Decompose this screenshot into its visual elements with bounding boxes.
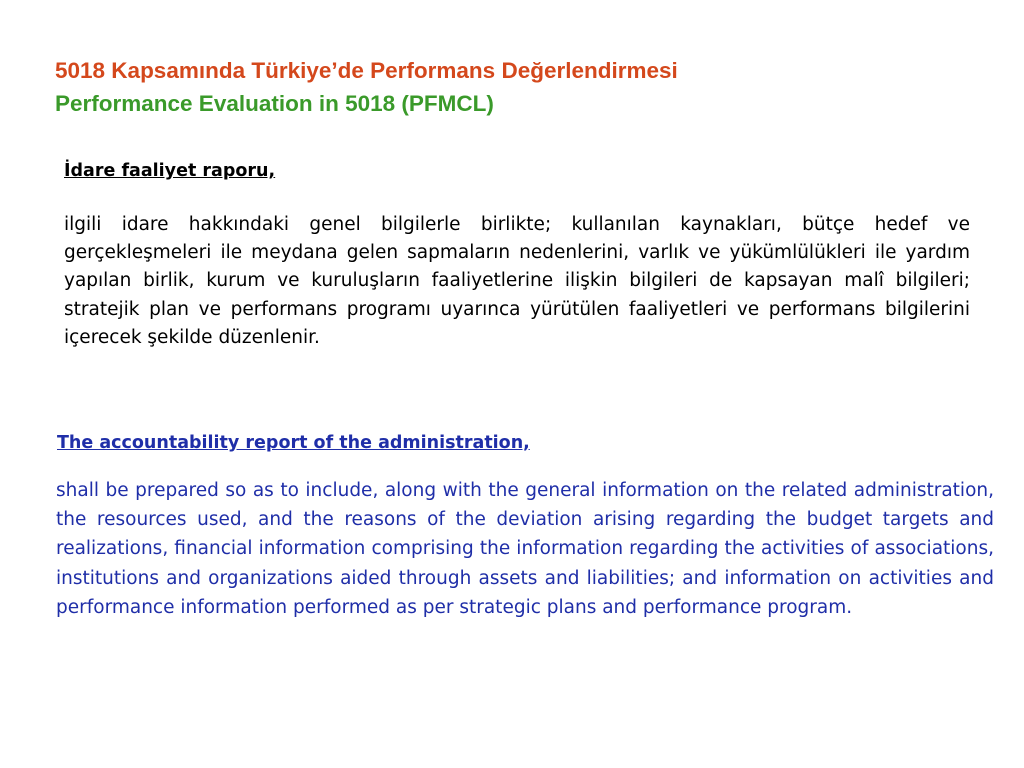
- turkish-section-heading: İdare faaliyet raporu,: [64, 161, 276, 181]
- english-section-body: shall be prepared so as to include, along with the general information on the related administration, the resources used, and the reasons of the deviation arising regarding the budget targets and realizations, financial information comprising the information regarding the activities of associations, institutions and organizations aided through assets and liabilities; and information on activities and performance information performed as per strategic plans and performance program.: [56, 480, 994, 618]
- turkish-section-body: ilgili idare hakkındaki genel bilgilerle birlikte; kullanılan kaynakları, bütçe hedef ve gerçekleşmeleri ile meydana gelen sapmaların nedenlerini, varlık ve yükümlülükleri ile yardım yapılan birlik, kurum ve kuruluşların faaliyetlerine ilişkin bilgileri de kapsayan malî bilgileri; stratejik plan ve performans programı uyarınca yürütülen faaliyetleri ve performans bilgilerini içerecek şekilde düzenlenir.: [64, 214, 970, 348]
- slide-title-english: Performance Evaluation in 5018 (PFMCL): [55, 91, 494, 116]
- slide-title-turkish: 5018 Kapsamında Türkiye’de Performans Değerlendirmesi: [55, 58, 678, 83]
- english-section-heading: The accountability report of the administration,: [57, 433, 530, 453]
